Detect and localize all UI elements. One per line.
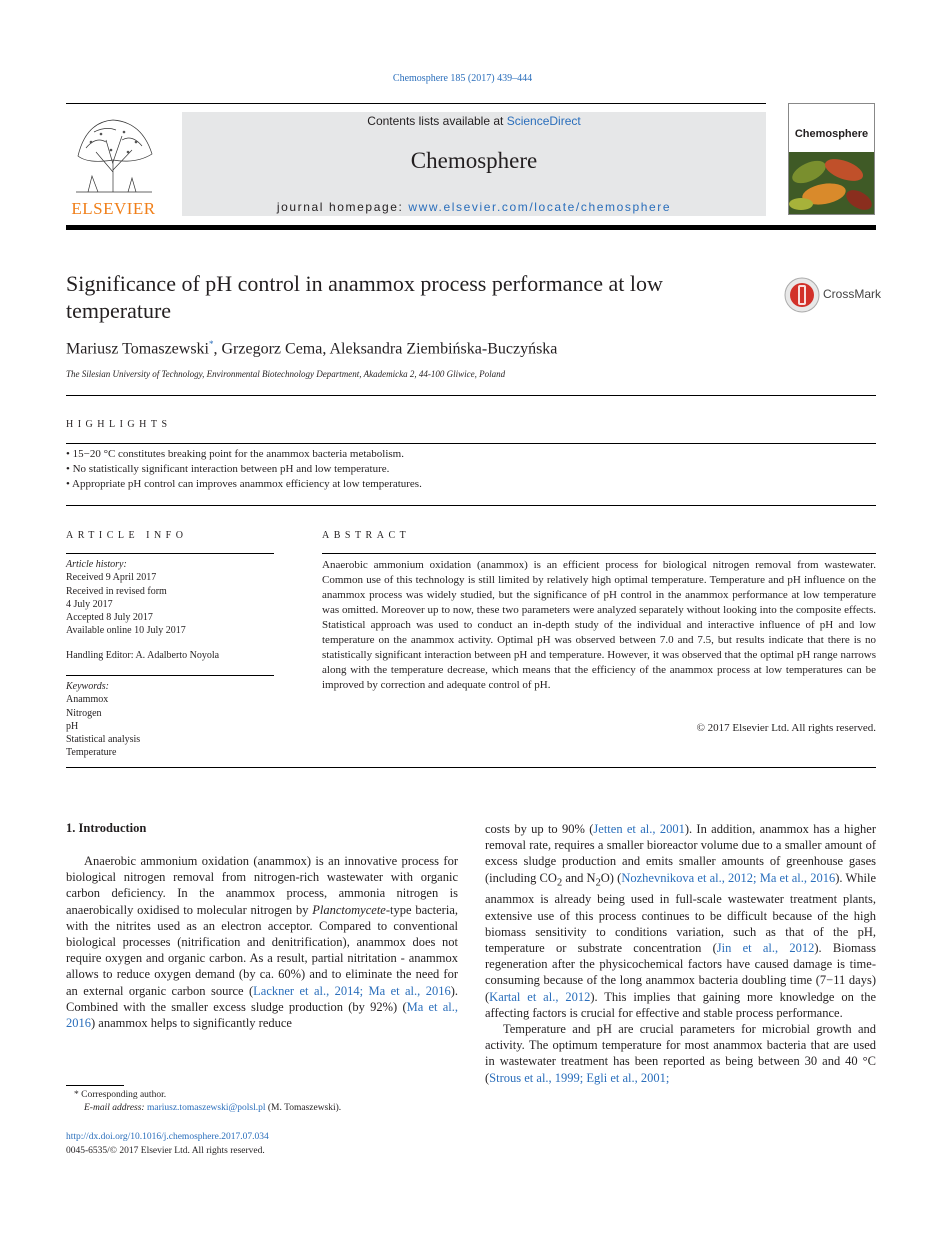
keyword: Anammox bbox=[66, 694, 109, 706]
history-line: Available online 10 July 2017 bbox=[66, 625, 186, 637]
list-item: • No statistically significant interaction between pH and low temperature. bbox=[66, 463, 390, 475]
history-line: Accepted 8 July 2017 bbox=[66, 612, 153, 624]
text-italic: Planctomycete bbox=[312, 902, 386, 917]
subscript: 2 bbox=[595, 877, 601, 889]
keywords bbox=[66, 680, 274, 760]
header-top-rule bbox=[66, 103, 766, 104]
sciencedirect-link[interactable]: ScienceDirect bbox=[506, 114, 581, 128]
crossmark-label[interactable]: CrossMark bbox=[823, 287, 882, 301]
text: -type bacteria, with the nitrites used as an electron acceptor. Compared to conventional biological processes (nitrification and denitrification), anammox does not require oxygen and organic carbon. As a result, partial nitritation - anammox allows to reduce oxygen demand (by ca. 60%) and to eliminate the need for an external organic carbon source ( bbox=[66, 902, 458, 998]
author-name[interactable]: Aleksandra Ziembińska-Buczyńska bbox=[329, 340, 558, 358]
citation-link[interactable]: Nozhevnikova et al., 2012; Ma et al., 2016 bbox=[621, 870, 836, 885]
body-column-left bbox=[66, 853, 458, 1031]
elsevier-wordmark[interactable]: ELSEVIER bbox=[71, 199, 156, 218]
journal-title: Chemosphere bbox=[410, 148, 538, 173]
history-line: 4 July 2017 bbox=[66, 598, 113, 610]
email-link[interactable]: mariusz.tomaszewski@polsl.pl bbox=[146, 1103, 266, 1113]
citation-link[interactable]: Ma et al., 2016 bbox=[66, 999, 458, 1031]
homepage-prefix: journal homepage: bbox=[276, 200, 409, 214]
abstract-copyright: © 2017 Elsevier Ltd. All rights reserved. bbox=[696, 722, 876, 734]
text: ). While anammox is already being used in full-scale wastewater treatment plants, extensive use of this process continues to be difficult because of the high biomass sensitivity to conditions variation, such as that of the pH, temperature or substrate concentration ( bbox=[485, 870, 877, 955]
text: Anaerobic ammonium oxidation (anammox) is an innovative process for biological nitrogen removal from nitrogen-rich wastewater with organic carbon deficiency. In the anammox process, ammonia nitrogen is anaerobically oxidised to molecular nitrogen by bbox=[66, 854, 458, 917]
handling-editor: Handling Editor: A. Adalberto Noyola bbox=[66, 649, 220, 661]
list-item: • 15−20 °C constitutes breaking point for the anammox bacteria metabolism. bbox=[66, 448, 404, 460]
corresponding-author-mark[interactable]: * bbox=[209, 339, 214, 349]
crossmark-icon[interactable] bbox=[784, 277, 820, 313]
list-item: • Appropriate pH control can improves anammox efficiency at low temperatures. bbox=[66, 478, 422, 490]
rule bbox=[322, 553, 876, 554]
affiliation: The Silesian University of Technology, Environmental Biotechnology Department, Akademicka 2, 44-100 Gliwice, Poland bbox=[66, 369, 506, 379]
history-line: Received 9 April 2017 bbox=[66, 572, 157, 584]
email-suffix: (M. Tomaszewski). bbox=[265, 1103, 342, 1113]
footnote-mark: * bbox=[74, 1090, 79, 1100]
issn-line: 0045-6535/© 2017 Elsevier Ltd. All rights reserved. bbox=[66, 1145, 265, 1156]
keywords-label: Keywords: bbox=[66, 681, 109, 692]
abstract-heading: ABSTRACT bbox=[322, 530, 411, 541]
footnote-label: Corresponding author. bbox=[81, 1090, 167, 1100]
rule bbox=[66, 675, 274, 676]
highlight-text: No statistically significant interaction between pH and low temperature. bbox=[72, 463, 390, 475]
journal-reference[interactable]: Chemosphere 185 (2017) 439–444 bbox=[392, 73, 533, 84]
citation-link[interactable]: Jin et al., 2012 bbox=[716, 940, 815, 955]
article-title: Significance of pH control in anammox process performance at low temperature bbox=[66, 271, 663, 323]
contents-prefix: Contents lists available at bbox=[367, 114, 507, 128]
doi-block bbox=[66, 1131, 269, 1158]
footnote-line bbox=[66, 1102, 341, 1115]
highlight-text: 15−20 °C constitutes breaking point for the anammox bacteria metabolism. bbox=[72, 448, 404, 460]
keyword: Temperature bbox=[66, 747, 117, 759]
rule bbox=[66, 505, 876, 506]
text: Temperature and pH are crucial parameters for microbial growth and activity. The optimum temperature for most anammox bacteria that are used in wastewater treatment has been reported as being between 30 and 40 °C ( bbox=[485, 1021, 876, 1085]
introduction-heading: 1. Introduction bbox=[66, 821, 147, 835]
author-name[interactable]: Mariusz Tomaszewski bbox=[66, 340, 209, 358]
paragraph bbox=[66, 853, 458, 1031]
text: costs by up to 90% ( bbox=[485, 822, 594, 836]
citation-link[interactable]: Kartal et al., 2012 bbox=[489, 989, 591, 1004]
footnote-line bbox=[66, 1089, 341, 1102]
highlight-text: Appropriate pH control can improves anammox efficiency at low temperatures. bbox=[72, 478, 422, 490]
abstract-text: Anaerobic ammonium oxidation (anammox) is an efficient process for biological nitrogen removal from wastewater. Common use of this technology is still limited by relatively high optimal temperature. Temperature and pH influence on the anammox process was widely studied, but the significance of pH control in the anammox performance at low temperature was omitted. Moreover up to now, these two parameters were analyzed separately without looking into the composite effects. Statistical approach was used to conduct an in-depth study of the individual and interactive influence of pH and low temperature on the anammox activity. Optimal pH was observed between 7.0 and 7.5, but results indicate that there is no statistically significant interaction between pH and temperature. However, it was observed that the optimal pH range narrows along with the temperature decrease, which means that the efficiency of the anammox process at low temperatures can be improved by correction and adequate control of pH. bbox=[322, 559, 876, 691]
keyword: Nitrogen bbox=[66, 707, 102, 719]
rule bbox=[66, 767, 876, 768]
subscript: 2 bbox=[556, 877, 563, 889]
rule bbox=[66, 395, 876, 396]
email-label: E-mail address: bbox=[84, 1103, 147, 1113]
author-separator: , bbox=[213, 340, 222, 358]
keyword: Statistical analysis bbox=[66, 734, 141, 746]
citation-link[interactable]: Strous et al., 1999; Egli et al., 2001; bbox=[489, 1070, 670, 1085]
text: ). Biomass regeneration after the physicochemical factors have caused damage is time-consuming because of the long anammox bacteria doubling time (7−11 days) ( bbox=[485, 940, 876, 1004]
citation-link[interactable]: Jetten et al., 2001 bbox=[593, 822, 685, 836]
citation-link[interactable]: Lackner et al., 2014; Ma et al., 2016 bbox=[253, 983, 451, 998]
cover-leaves-image bbox=[789, 152, 874, 214]
author-list bbox=[66, 339, 557, 358]
highlights-list bbox=[66, 447, 422, 492]
footnote bbox=[66, 1089, 341, 1115]
history-line: Received in revised form bbox=[66, 585, 167, 597]
rule bbox=[66, 443, 876, 444]
highlights-heading: HIGHLIGHTS bbox=[66, 419, 172, 430]
doi-link[interactable]: http://dx.doi.org/10.1016/j.chemosphere.2017.07.034 bbox=[66, 1132, 269, 1142]
text: ). This implies that gaining more knowledge on the affecting factors is crucial for effective and stable process performance. bbox=[485, 989, 876, 1020]
cover-title: Chemosphere bbox=[794, 128, 869, 140]
article-info-heading: ARTICLE INFO bbox=[66, 530, 188, 541]
keyword: pH bbox=[66, 720, 79, 732]
text: O) ( bbox=[600, 870, 622, 885]
rule bbox=[66, 553, 274, 554]
text: ). Combined with the smaller excess sludge production (by 92%) ( bbox=[66, 983, 458, 1014]
homepage-link[interactable]: www.elsevier.com/locate/chemosphere bbox=[408, 200, 672, 214]
footnote-rule bbox=[66, 1085, 124, 1086]
article-history bbox=[66, 558, 274, 662]
paragraph bbox=[485, 1021, 876, 1086]
text: and N bbox=[562, 870, 596, 885]
history-label: Article history: bbox=[66, 559, 127, 570]
header-thick-rule bbox=[66, 225, 876, 230]
author-separator: , bbox=[322, 340, 330, 358]
contents-availability bbox=[182, 114, 766, 128]
body-column-right bbox=[485, 821, 876, 1086]
journal-homepage bbox=[182, 200, 766, 214]
paragraph bbox=[485, 821, 876, 1021]
text: ). In addition, anammox has a higher removal rate, requires a smaller bioreactor volume due to a smaller amount of excess sludge production and emits smaller amounts of greenhouse gases (including CO bbox=[485, 822, 876, 885]
text: ) anammox helps to significantly reduce bbox=[91, 1016, 292, 1031]
author-name[interactable]: Grzegorz Cema bbox=[221, 340, 323, 358]
